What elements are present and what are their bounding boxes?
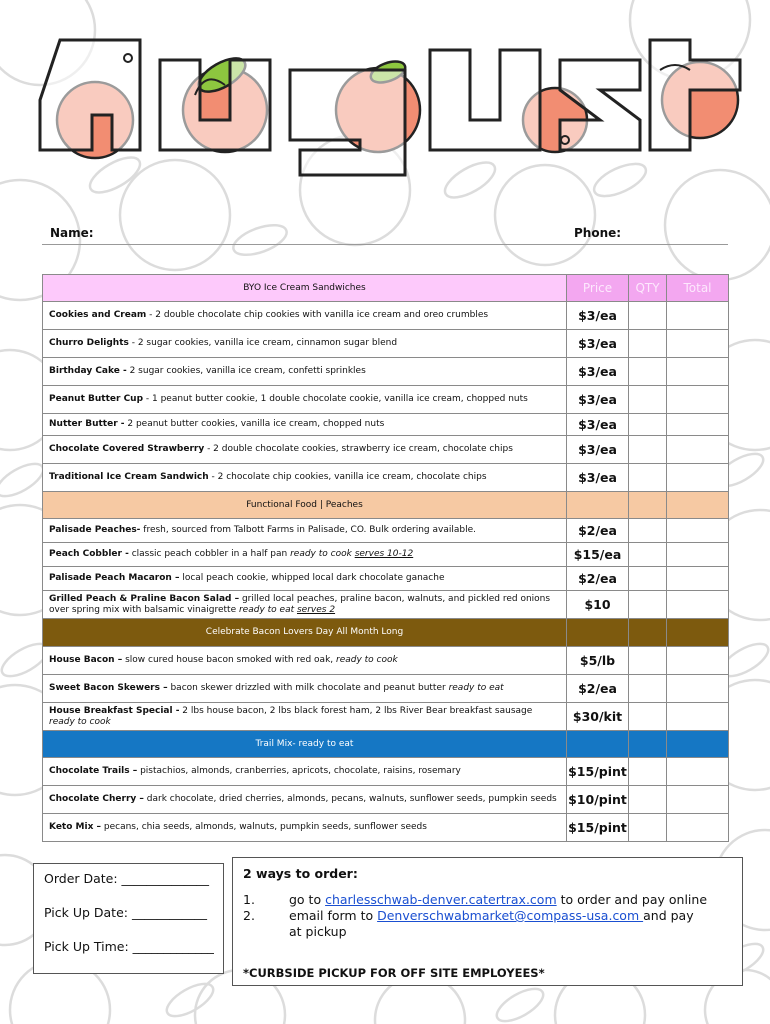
item-name: Sweet Bacon Skewers – [49,683,168,693]
item-description-cell [43,519,567,543]
item-qty-cell[interactable] [629,647,667,675]
step-2-text: email form to [289,908,378,923]
menu-item-row [43,543,729,567]
name-label: Name: [50,226,94,240]
menu-item-row [43,464,729,492]
item-name: Cookies and Cream [49,310,147,320]
item-price: $30/kit [567,703,629,731]
item-prep-note: ready to cook [336,655,398,665]
item-description: - 2 double chocolate chip cookies with vanilla ice cream and oreo crumbles [146,310,489,320]
item-price: $3/ea [567,414,629,436]
item-qty-cell[interactable] [629,414,667,436]
item-total-cell[interactable] [667,519,729,543]
item-prep-note: ready to cook [290,549,355,559]
menu-item-row [43,675,729,703]
column-header-qty: QTY [629,275,667,302]
item-serving-note: serves 2 [296,604,336,615]
item-description-cell [43,814,567,842]
pickup-info-box [33,863,224,974]
item-price: $15/pint [567,814,629,842]
item-total-cell[interactable] [667,543,729,567]
item-total-cell[interactable] [667,758,729,786]
item-price: $2/ea [567,675,629,703]
item-qty-cell[interactable] [629,758,667,786]
item-description-cell [43,786,567,814]
item-total-cell[interactable] [667,414,729,436]
item-name: Chocolate Cherry – [49,794,144,804]
item-description: dark chocolate, dried cherries, almonds, pecans, walnuts, sunflower seeds, pumpkin seeds [143,794,557,804]
item-description: pistachios, almonds, cranberries, apricots, chocolate, raisins, rosemary [137,766,461,776]
item-name: Palisade Peach Macaron – [49,573,180,583]
item-total-cell[interactable] [667,786,729,814]
item-description: 2 sugar cookies, vanilla ice cream, confetti sprinkles [126,366,366,376]
menu-item-row [43,414,729,436]
section-header-row [43,275,729,302]
item-qty-cell[interactable] [629,814,667,842]
item-price: $3/ea [567,358,629,386]
item-description-cell [43,591,567,619]
item-price: $2/ea [567,519,629,543]
email-link[interactable]: Denverschwabmarket@compass-usa.com [377,908,644,923]
item-description-cell [43,464,567,492]
menu-item-row [43,786,729,814]
item-description-cell [43,358,567,386]
item-description: - 1 peanut butter cookie, 1 double chocolate cookie, vanilla ice cream, chopped nuts [143,394,528,404]
pickup-time-field[interactable]: Pick Up Time: _____________ [44,939,214,954]
pickup-date-field[interactable]: Pick Up Date: ____________ [44,905,207,920]
item-name: Peach Cobbler - [49,549,129,559]
item-description: pecans, chia seeds, almonds, walnuts, pumpkin seeds, sunflower seeds [101,822,427,832]
section-header-row [43,731,729,758]
phone-label: Phone: [574,226,622,240]
how-to-order-box [232,857,743,986]
menu-item-row [43,758,729,786]
item-price: $3/ea [567,464,629,492]
item-name: Nutter Butter - [49,419,125,429]
item-total-cell[interactable] [667,567,729,591]
item-total-cell[interactable] [667,330,729,358]
item-qty-cell[interactable] [629,567,667,591]
item-description-cell [43,647,567,675]
item-price: $3/ea [567,330,629,358]
item-total-cell[interactable] [667,436,729,464]
item-price: $2/ea [567,567,629,591]
item-qty-cell[interactable] [629,464,667,492]
item-total-cell[interactable] [667,703,729,731]
item-description: local peach cookie, whipped local dark chocolate ganache [179,573,445,583]
item-prep-note: ready to eat [238,604,297,615]
item-qty-cell[interactable] [629,358,667,386]
item-description: - 2 sugar cookies, vanilla ice cream, cinnamon sugar blend [128,338,398,348]
order-date-field[interactable]: Order Date: ______________ [44,871,210,886]
item-name: Chocolate Trails – [49,766,138,776]
item-description-cell [43,567,567,591]
section-header-row [43,492,729,519]
menu-item-row [43,814,729,842]
item-description: bacon skewer drizzled with milk chocolate and peanut butter [167,683,449,693]
step-1-number: 1. [243,892,255,907]
item-price: $10/pint [567,786,629,814]
item-total-cell[interactable] [667,386,729,414]
item-description: grilled local peaches, praline bacon, walnuts, and pickled red onions over spring mix with balsamic vinaigrette [49,593,551,615]
header-cell [667,492,729,519]
item-price: $3/ea [567,436,629,464]
item-description: slow cured house bacon smoked with red oak, [122,655,336,665]
menu-item-row [43,386,729,414]
item-description: - 2 chocolate chip cookies, vanilla ice cream, chocolate chips [208,472,487,482]
item-name: Palisade Peaches- [49,525,141,535]
menu-item-row [43,567,729,591]
item-description: 2 peanut butter cookies, vanilla ice cream, chopped nuts [124,419,385,429]
item-price: $15/ea [567,543,629,567]
item-total-cell[interactable] [667,647,729,675]
item-qty-cell[interactable] [629,519,667,543]
step-1-text: go to [289,892,326,907]
menu-item-row [43,519,729,543]
item-description-cell [43,543,567,567]
item-description: - 2 double chocolate cookies, strawberry ice cream, chocolate chips [204,444,513,454]
menu-item-row [43,436,729,464]
item-name: House Bacon – [49,655,123,665]
header-cell [567,731,629,758]
item-price: $3/ea [567,386,629,414]
section-title: Trail Mix- ready to eat [43,731,567,758]
item-qty-cell[interactable] [629,786,667,814]
item-price: $10 [567,591,629,619]
item-qty-cell[interactable] [629,675,667,703]
section-header-row [43,619,729,647]
section-title: Celebrate Bacon Lovers Day All Month Long [43,619,567,647]
item-description-cell [43,414,567,436]
item-name: House Breakfast Special - [49,705,180,716]
how-to-order-title: 2 ways to order: [243,866,358,881]
item-price: $15/pint [567,758,629,786]
column-header-price: Price [567,275,629,302]
item-name: Keto Mix – [49,822,102,832]
name-phone-underline [42,244,728,245]
step-2-suffix: and pay at pickup [289,908,694,939]
menu-item-row [43,647,729,675]
order-menu-table [42,274,729,842]
item-name: Birthday Cake - [49,366,127,376]
item-prep-note: ready to cook [49,716,111,727]
header-cell [667,731,729,758]
item-description-cell [43,703,567,731]
item-description-cell [43,330,567,358]
column-header-total: Total [667,275,729,302]
curbside-note: *CURBSIDE PICKUP FOR OFF SITE EMPLOYEES* [243,966,545,980]
item-description: classic peach cobbler in a half pan [128,549,291,559]
item-prep-note: ready to eat [448,683,504,693]
item-total-cell[interactable] [667,302,729,330]
item-qty-cell[interactable] [629,386,667,414]
item-description-cell [43,758,567,786]
item-description-cell [43,302,567,330]
item-name: Peanut Butter Cup [49,394,144,404]
item-total-cell[interactable] [667,358,729,386]
header-cell [629,492,667,519]
catertrax-link[interactable]: charlesschwab-denver.catertrax.com [325,892,557,907]
item-total-cell[interactable] [667,464,729,492]
item-description-cell [43,675,567,703]
header-cell [567,619,629,647]
item-qty-cell[interactable] [629,436,667,464]
item-serving-note: serves 10-12 [354,549,414,559]
item-name: Churro Delights [49,338,129,348]
item-description: 2 lbs house bacon, 2 lbs black forest ham, 2 lbs River Bear breakfast sausage [179,705,533,716]
item-description: fresh, sourced from Talbott Farms in Palisade, CO. Bulk ordering available. [140,525,476,535]
item-name: Grilled Peach & Praline Bacon Salad – [49,593,240,604]
item-name: Chocolate Covered Strawberry [49,444,205,454]
item-description-cell [43,386,567,414]
item-qty-cell[interactable] [629,543,667,567]
header-cell [667,619,729,647]
item-total-cell[interactable] [667,591,729,619]
item-description-cell [43,436,567,464]
item-qty-cell[interactable] [629,703,667,731]
item-total-cell[interactable] [667,675,729,703]
item-total-cell[interactable] [667,814,729,842]
step-2-number: 2. [243,908,255,923]
menu-item-row [43,703,729,731]
step-1-suffix: to order and pay online [556,892,708,907]
section-title: Functional Food | Peaches [43,492,567,519]
item-price: $5/lb [567,647,629,675]
header-cell [567,492,629,519]
menu-item-row [43,358,729,386]
section-title: BYO Ice Cream Sandwiches [43,275,567,302]
menu-item-row [43,302,729,330]
header-cell [629,731,667,758]
item-qty-cell[interactable] [629,591,667,619]
item-qty-cell[interactable] [629,330,667,358]
menu-item-row [43,330,729,358]
menu-item-row [43,591,729,619]
item-qty-cell[interactable] [629,302,667,330]
item-price: $3/ea [567,302,629,330]
item-name: Traditional Ice Cream Sandwich [49,472,209,482]
header-cell [629,619,667,647]
